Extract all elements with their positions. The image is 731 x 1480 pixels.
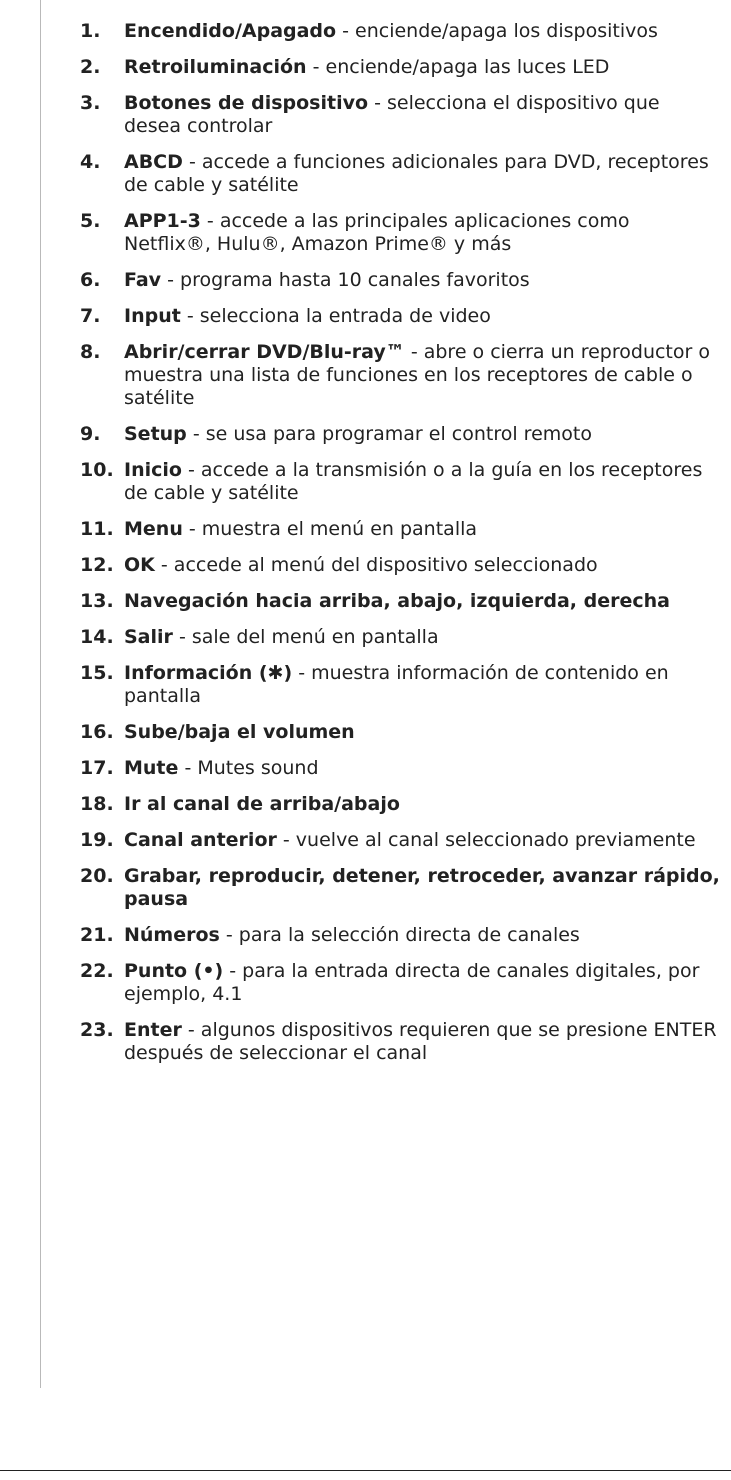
item-title: Botones de dispositivo <box>124 92 369 114</box>
item-title: OK <box>124 554 155 576</box>
item-description: - accede a funciones adicionales para DVD, receptores de cable y satélite <box>124 151 709 196</box>
item-number: 3. <box>80 92 101 114</box>
item-number: 19. <box>80 829 114 851</box>
bottom-rule <box>0 1470 731 1471</box>
item-title: Input <box>124 305 181 327</box>
list-item <box>80 210 720 256</box>
item-description: - accede a la transmisión o a la guía en los receptores de cable y satélite <box>124 459 703 504</box>
item-title: APP1-3 <box>124 210 201 232</box>
list-item <box>80 20 720 43</box>
item-title: Punto (•) <box>124 960 224 982</box>
item-title: Navegación hacia arriba, abajo, izquierda, derecha <box>124 590 670 612</box>
list-item <box>80 924 720 947</box>
item-number: 12. <box>80 554 114 576</box>
list-item <box>80 662 720 708</box>
list-item <box>80 92 720 138</box>
list-item <box>80 960 720 1006</box>
item-number: 14. <box>80 626 114 648</box>
item-description: - selecciona el dispositivo que desea controlar <box>124 92 660 137</box>
item-description: - selecciona la entrada de video <box>180 305 491 327</box>
item-title: Encendido/Apagado <box>124 20 337 42</box>
list-item <box>80 518 720 541</box>
button-description-list <box>80 20 720 1065</box>
item-number: 4. <box>80 151 101 173</box>
item-description: - accede a las principales aplicaciones como Netflix®, Hulu®, Amazon Prime® y más <box>124 210 630 255</box>
list-item <box>80 423 720 446</box>
item-number: 2. <box>80 56 101 78</box>
item-title: Setup <box>124 423 187 445</box>
item-description: - enciende/apaga los dispositivos <box>336 20 658 42</box>
list-item <box>80 554 720 577</box>
item-title: Números <box>124 924 220 946</box>
item-number: 20. <box>80 865 114 887</box>
item-title: Canal anterior <box>124 829 277 851</box>
item-number: 11. <box>80 518 114 540</box>
list-item <box>80 305 720 328</box>
item-number: 16. <box>80 721 114 743</box>
item-description: - accede al menú del dispositivo seleccionado <box>154 554 598 576</box>
item-title: Ir al canal de arriba/abajo <box>124 793 400 815</box>
item-number: 22. <box>80 960 114 982</box>
item-description: - para la entrada directa de canales digitales, por ejemplo, 4.1 <box>124 960 700 1005</box>
item-description: - enciende/apaga las luces LED <box>306 56 610 78</box>
list-item <box>80 793 720 816</box>
item-description: - algunos dispositivos requieren que se presione ENTER después de seleccionar el canal <box>124 1019 717 1064</box>
item-description: - muestra el menú en pantalla <box>182 518 478 540</box>
list-item <box>80 1019 720 1065</box>
item-number: 23. <box>80 1019 114 1041</box>
item-number: 15. <box>80 662 114 684</box>
margin-rule <box>40 0 41 1388</box>
item-description: - abre o cierra un reproductor o muestra una lista de funciones en los receptores de cable o satélite <box>124 341 710 409</box>
list-item <box>80 590 720 613</box>
item-title: Grabar, reproducir, detener, retroceder, avanzar rápido, pausa <box>124 865 720 910</box>
item-title: Enter <box>124 1019 182 1041</box>
item-number: 13. <box>80 590 114 612</box>
item-title: Menu <box>124 518 183 540</box>
list-item <box>80 341 720 410</box>
item-description: - programa hasta 10 canales favoritos <box>161 269 530 291</box>
list-item <box>80 721 720 744</box>
item-description: - vuelve al canal seleccionado previamente <box>276 829 696 851</box>
item-description: - muestra información de contenido en pantalla <box>124 662 669 707</box>
list-item <box>80 151 720 197</box>
item-title: ABCD <box>124 151 183 173</box>
item-title: Sube/baja el volumen <box>124 721 355 743</box>
item-number: 9. <box>80 423 101 445</box>
item-number: 6. <box>80 269 101 291</box>
item-number: 17. <box>80 757 114 779</box>
list-item <box>80 829 720 852</box>
item-number: 7. <box>80 305 101 327</box>
item-number: 21. <box>80 924 114 946</box>
item-number: 18. <box>80 793 114 815</box>
item-title: Información (✱) <box>124 662 293 684</box>
item-title: Fav <box>124 269 162 291</box>
list-item <box>80 269 720 292</box>
list-item <box>80 626 720 649</box>
item-description: - para la selección directa de canales <box>219 924 580 946</box>
item-title: Inicio <box>124 459 182 481</box>
list-item <box>80 757 720 780</box>
item-title: Abrir/cerrar DVD/Blu-ray™ <box>124 341 405 363</box>
item-description: - se usa para programar el control remoto <box>186 423 592 445</box>
item-description: - sale del menú en pantalla <box>172 626 439 648</box>
list-item <box>80 459 720 505</box>
item-number: 1. <box>80 20 101 42</box>
item-number: 8. <box>80 341 101 363</box>
list-item <box>80 865 720 911</box>
item-number: 10. <box>80 459 114 481</box>
item-title: Retroiluminación <box>124 56 307 78</box>
item-title: Mute <box>124 757 179 779</box>
list-item <box>80 56 720 79</box>
item-title: Salir <box>124 626 173 648</box>
item-number: 5. <box>80 210 101 232</box>
item-description: - Mutes sound <box>178 757 319 779</box>
